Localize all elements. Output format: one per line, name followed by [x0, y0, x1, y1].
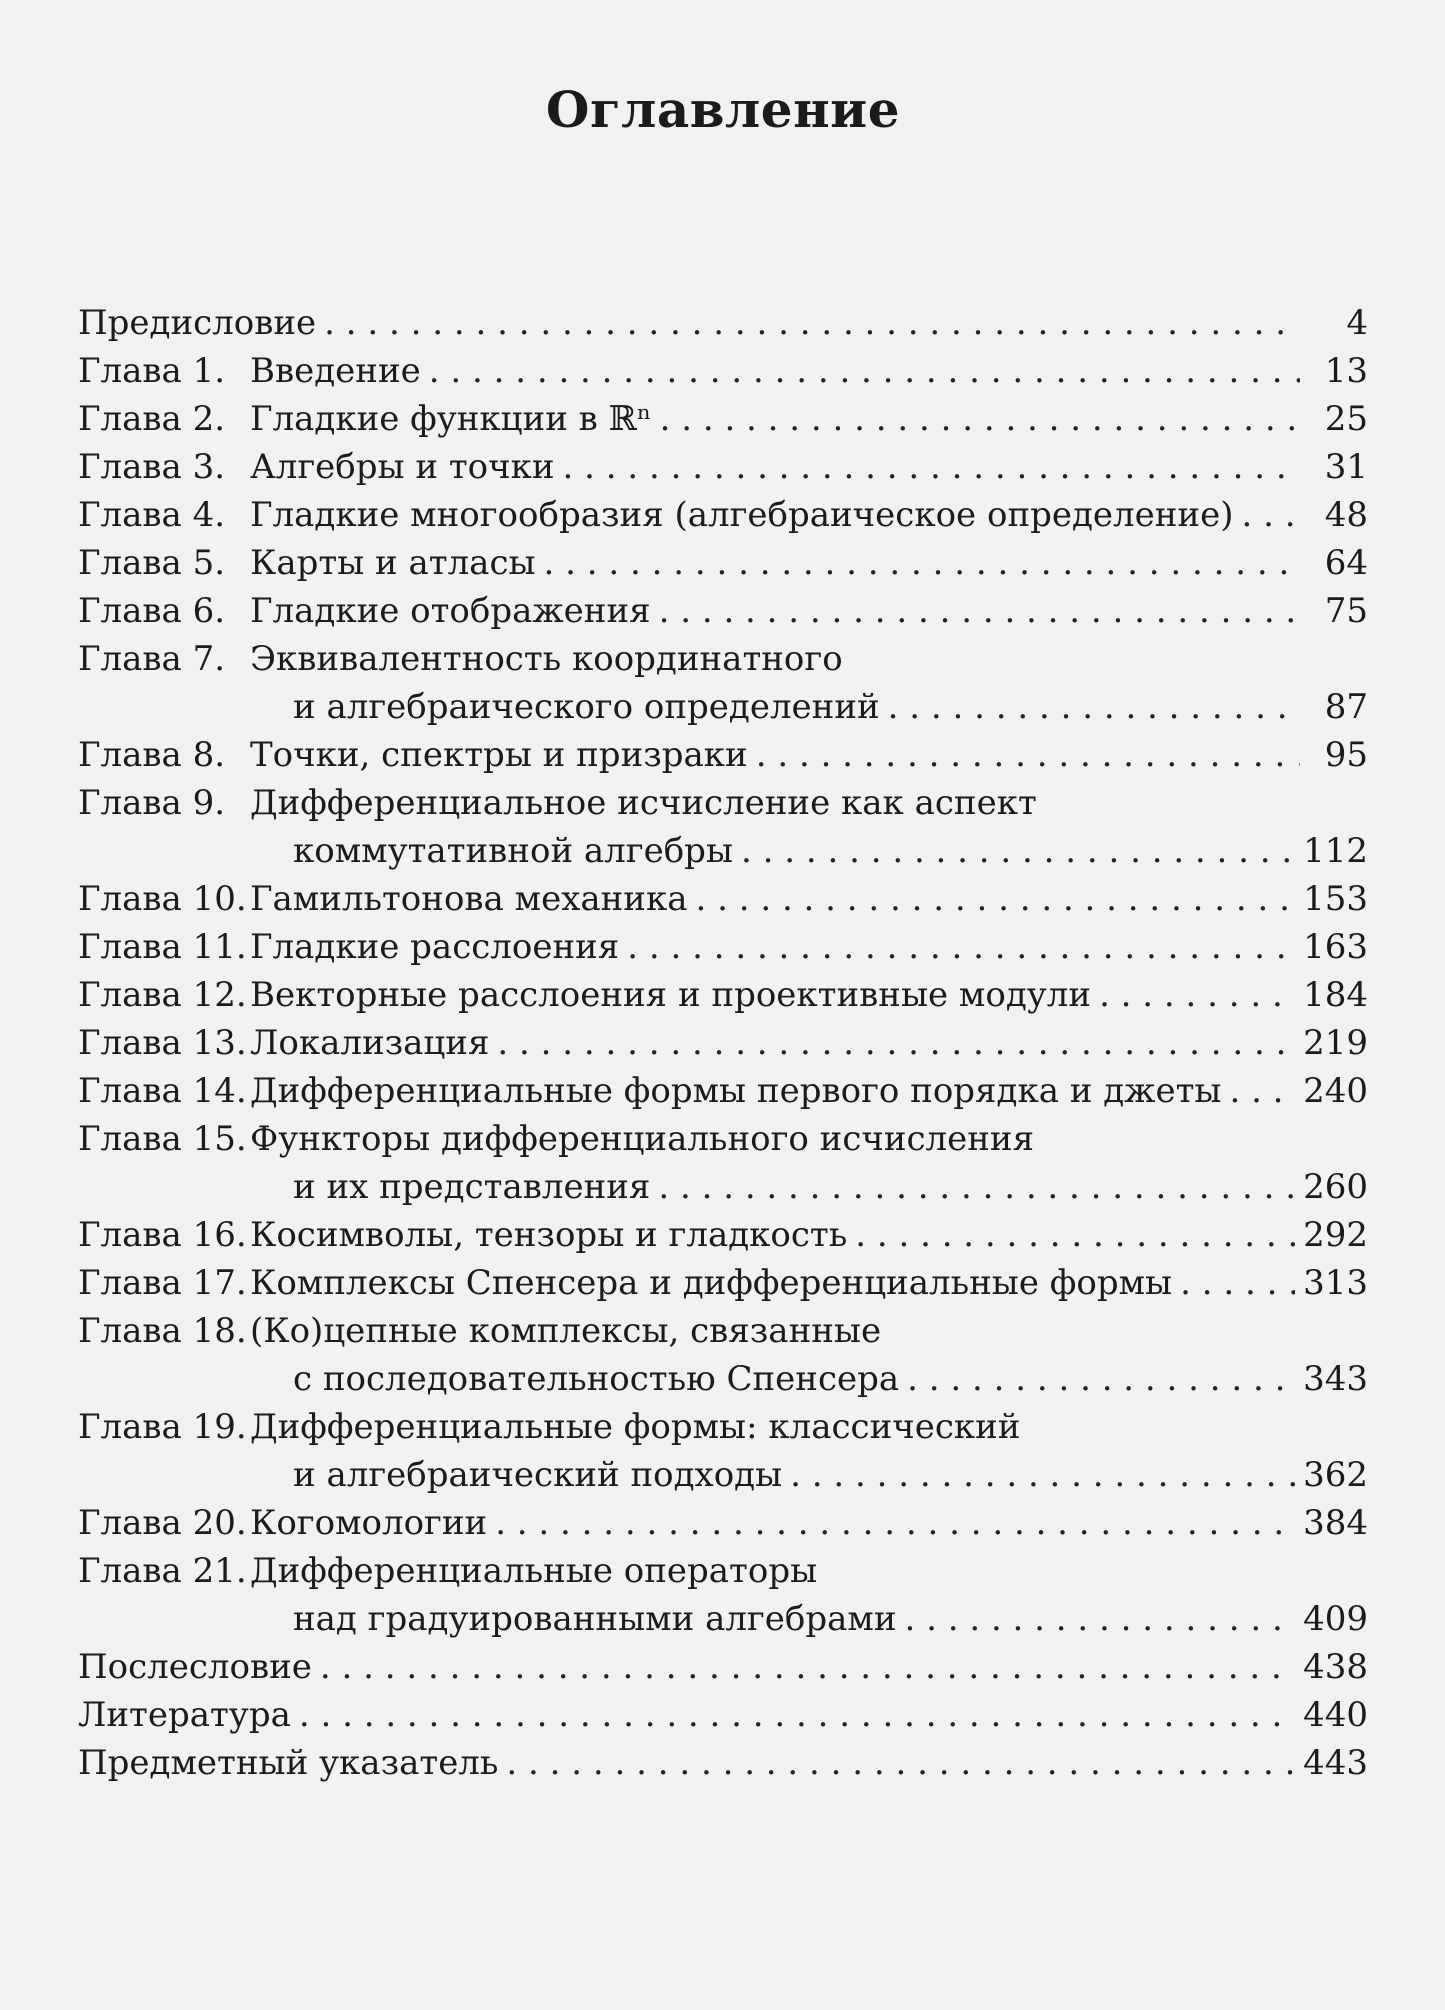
- toc-entry-line: [78, 443, 1368, 491]
- toc-entry-line: [78, 1019, 1368, 1067]
- toc-entry-line: [78, 1499, 1368, 1547]
- chapter-number: Глава 18.: [78, 1311, 247, 1351]
- leader-dots: [497, 1019, 1295, 1067]
- page-number: 4: [1346, 303, 1368, 343]
- toc-entry: [78, 1259, 1368, 1307]
- chapter-number: Глава 3.: [78, 447, 226, 487]
- toc-entry: [78, 1739, 1368, 1787]
- chapter-number: Глава 8.: [78, 735, 226, 775]
- chapter-title: Литература: [78, 1695, 291, 1735]
- chapter-number: Глава 6.: [78, 591, 226, 631]
- toc-page: [78, 70, 1368, 1787]
- toc-entry-line: [78, 491, 1368, 539]
- chapter-number: Глава 5.: [78, 543, 226, 583]
- toc-entry: [78, 1307, 1368, 1403]
- leader-dots: [658, 1163, 1295, 1211]
- chapter-title: и их представления: [293, 1167, 651, 1207]
- toc-entry-line: [78, 1211, 1368, 1259]
- toc-entry-line: [78, 971, 1368, 1019]
- chapter-title: (Ко)цепные комплексы, связанные: [250, 1311, 882, 1351]
- toc-entry: [78, 491, 1368, 539]
- toc-entry-line: [78, 1691, 1368, 1739]
- toc-entry: [78, 635, 1368, 731]
- leader-dots: [741, 827, 1295, 875]
- toc-entry: [78, 1643, 1368, 1691]
- chapter-title: Карты и атласы: [250, 543, 536, 583]
- toc-entry-line: [78, 1355, 1368, 1403]
- chapter-title: Предисловие: [78, 303, 317, 343]
- toc-entry-line: [78, 779, 1368, 827]
- chapter-title: Гладкие отображения: [250, 591, 651, 631]
- leader-dots: [627, 923, 1295, 971]
- toc-list: [78, 299, 1368, 1787]
- leader-dots: [495, 1499, 1295, 1547]
- toc-entry: [78, 1115, 1368, 1211]
- chapter-title: и алгебраического определений: [293, 687, 880, 727]
- toc-entry-line: [78, 1739, 1368, 1787]
- toc-entry: [78, 1019, 1368, 1067]
- toc-entry-line: [78, 347, 1368, 395]
- toc-entry-line: [78, 683, 1368, 731]
- chapter-number: Глава 9.: [78, 783, 226, 823]
- page-number: 13: [1324, 351, 1368, 391]
- leader-dots: [904, 1595, 1295, 1643]
- toc-entry-line: [78, 1643, 1368, 1691]
- page-number: 362: [1303, 1455, 1368, 1495]
- chapter-number: Глава 13.: [78, 1023, 247, 1063]
- chapter-title: Гамильтонова механика: [250, 879, 688, 919]
- toc-entry-line: [78, 1547, 1368, 1595]
- leader-dots: [299, 1691, 1295, 1739]
- chapter-number: Глава 2.: [78, 399, 226, 439]
- chapter-title: Гладкие многообразия (алгебраическое определение): [250, 495, 1234, 535]
- chapter-number: Глава 1.: [78, 351, 226, 391]
- chapter-number: Глава 19.: [78, 1407, 247, 1447]
- chapter-title: Дифференциальные операторы: [250, 1551, 818, 1591]
- toc-entry: [78, 299, 1368, 347]
- page-number: 443: [1303, 1743, 1368, 1783]
- toc-entry: [78, 1067, 1368, 1115]
- page-number: 163: [1303, 927, 1368, 967]
- toc-entry: [78, 1211, 1368, 1259]
- chapter-title: Введение: [250, 351, 421, 391]
- chapter-number: Глава 17.: [78, 1263, 247, 1303]
- toc-entry-line: [78, 875, 1368, 923]
- chapter-number: Глава 11.: [78, 927, 247, 967]
- toc-entry: [78, 347, 1368, 395]
- leader-dots: [324, 299, 1300, 347]
- page-number: 240: [1303, 1071, 1368, 1111]
- toc-entry-line: [78, 539, 1368, 587]
- leader-dots: [563, 443, 1300, 491]
- chapter-title: Послесловие: [78, 1647, 312, 1687]
- toc-entry: [78, 971, 1368, 1019]
- chapter-title: Дифференциальные формы первого порядка и джеты: [250, 1071, 1222, 1111]
- leader-dots: [1241, 491, 1300, 539]
- page-title: Оглавление: [545, 80, 901, 139]
- page-number: 219: [1303, 1023, 1368, 1063]
- toc-entry: [78, 1499, 1368, 1547]
- page-number: 313: [1303, 1263, 1368, 1303]
- toc-entry-line: [78, 1163, 1368, 1211]
- toc-entry: [78, 731, 1368, 779]
- leader-dots: [855, 1211, 1295, 1259]
- leader-dots: [790, 1451, 1295, 1499]
- toc-entry-line: [78, 1115, 1368, 1163]
- leader-dots: [695, 875, 1295, 923]
- toc-entry: [78, 539, 1368, 587]
- chapter-title: Гладкие функции в ℝⁿ: [250, 399, 652, 439]
- chapter-title: коммутативной алгебры: [293, 831, 734, 871]
- page-number: 260: [1303, 1167, 1368, 1207]
- toc-entry: [78, 443, 1368, 491]
- leader-dots: [320, 1643, 1295, 1691]
- chapter-number: Глава 15.: [78, 1119, 247, 1159]
- toc-entry-line: [78, 1259, 1368, 1307]
- chapter-title: Дифференциальные формы: классический: [250, 1407, 1021, 1447]
- toc-entry: [78, 1691, 1368, 1739]
- chapter-title: Комплексы Спенсера и дифференциальные формы: [250, 1263, 1173, 1303]
- chapter-title: над градуированными алгебрами: [293, 1599, 897, 1639]
- toc-entry: [78, 875, 1368, 923]
- toc-entry: [78, 779, 1368, 875]
- chapter-title: Векторные расслоения и проективные модули: [250, 975, 1092, 1015]
- chapter-title: Гладкие расслоения: [250, 927, 620, 967]
- toc-entry-line: [78, 587, 1368, 635]
- page-number: 112: [1303, 831, 1368, 871]
- leader-dots: [544, 539, 1300, 587]
- toc-entry: [78, 1547, 1368, 1643]
- toc-entry-line: [78, 1307, 1368, 1355]
- leader-dots: [1099, 971, 1295, 1019]
- chapter-number: Глава 10.: [78, 879, 247, 919]
- leader-dots: [1180, 1259, 1295, 1307]
- chapter-title: Эквивалентность координатного: [250, 639, 843, 679]
- chapter-number: Глава 7.: [78, 639, 226, 679]
- chapter-number: Глава 21.: [78, 1551, 247, 1591]
- page-number: 440: [1303, 1695, 1368, 1735]
- chapter-title: Когомологии: [250, 1503, 488, 1543]
- page-number: 75: [1324, 591, 1368, 631]
- toc-entry-line: [78, 1067, 1368, 1115]
- leader-dots: [660, 395, 1300, 443]
- toc-entry-line: [78, 635, 1368, 683]
- chapter-title: Дифференциальное исчисление как аспект: [250, 783, 1037, 823]
- toc-entry-line: [78, 1403, 1368, 1451]
- page-number: 384: [1303, 1503, 1368, 1543]
- toc-entry: [78, 587, 1368, 635]
- toc-entry: [78, 923, 1368, 971]
- toc-entry-line: [78, 731, 1368, 779]
- toc-entry-line: [78, 395, 1368, 443]
- toc-entry-line: [78, 827, 1368, 875]
- page-number: 292: [1303, 1215, 1368, 1255]
- chapter-number: Глава 20.: [78, 1503, 247, 1543]
- page-number: 153: [1303, 879, 1368, 919]
- page-number: 409: [1303, 1599, 1368, 1639]
- leader-dots: [506, 1739, 1295, 1787]
- chapter-title: Косимволы, тензоры и гладкость: [250, 1215, 848, 1255]
- chapter-title: с последовательностью Спенсера: [293, 1359, 900, 1399]
- page-number: 343: [1303, 1359, 1368, 1399]
- chapter-title: Точки, спектры и призраки: [250, 735, 748, 775]
- page-number: 31: [1324, 447, 1368, 487]
- chapter-title: Предметный указатель: [78, 1743, 499, 1783]
- chapter-title: Алгебры и точки: [250, 447, 555, 487]
- toc-entry-line: [78, 1595, 1368, 1643]
- chapter-number: Глава 14.: [78, 1071, 247, 1111]
- page-number: 438: [1303, 1647, 1368, 1687]
- leader-dots: [756, 731, 1300, 779]
- page-number: 184: [1303, 975, 1368, 1015]
- toc-entry-line: [78, 923, 1368, 971]
- leader-dots: [1229, 1067, 1295, 1115]
- toc-entry: [78, 395, 1368, 443]
- toc-entry-line: [78, 1451, 1368, 1499]
- chapter-title: и алгебраический подходы: [293, 1455, 783, 1495]
- page-number: 95: [1324, 735, 1368, 775]
- leader-dots: [659, 587, 1300, 635]
- page-number: 48: [1324, 495, 1368, 535]
- chapter-number: Глава 16.: [78, 1215, 247, 1255]
- chapter-number: Глава 12.: [78, 975, 247, 1015]
- leader-dots: [429, 347, 1300, 395]
- page-number: 87: [1324, 687, 1368, 727]
- page-number: 25: [1324, 399, 1368, 439]
- toc-entry: [78, 1403, 1368, 1499]
- leader-dots: [907, 1355, 1295, 1403]
- leader-dots: [888, 683, 1300, 731]
- toc-entry-line: [78, 299, 1368, 347]
- chapter-number: Глава 4.: [78, 495, 226, 535]
- chapter-title: Функторы дифференциального исчисления: [250, 1119, 1035, 1159]
- chapter-title: Локализация: [250, 1023, 490, 1063]
- page-number: 64: [1324, 543, 1368, 583]
